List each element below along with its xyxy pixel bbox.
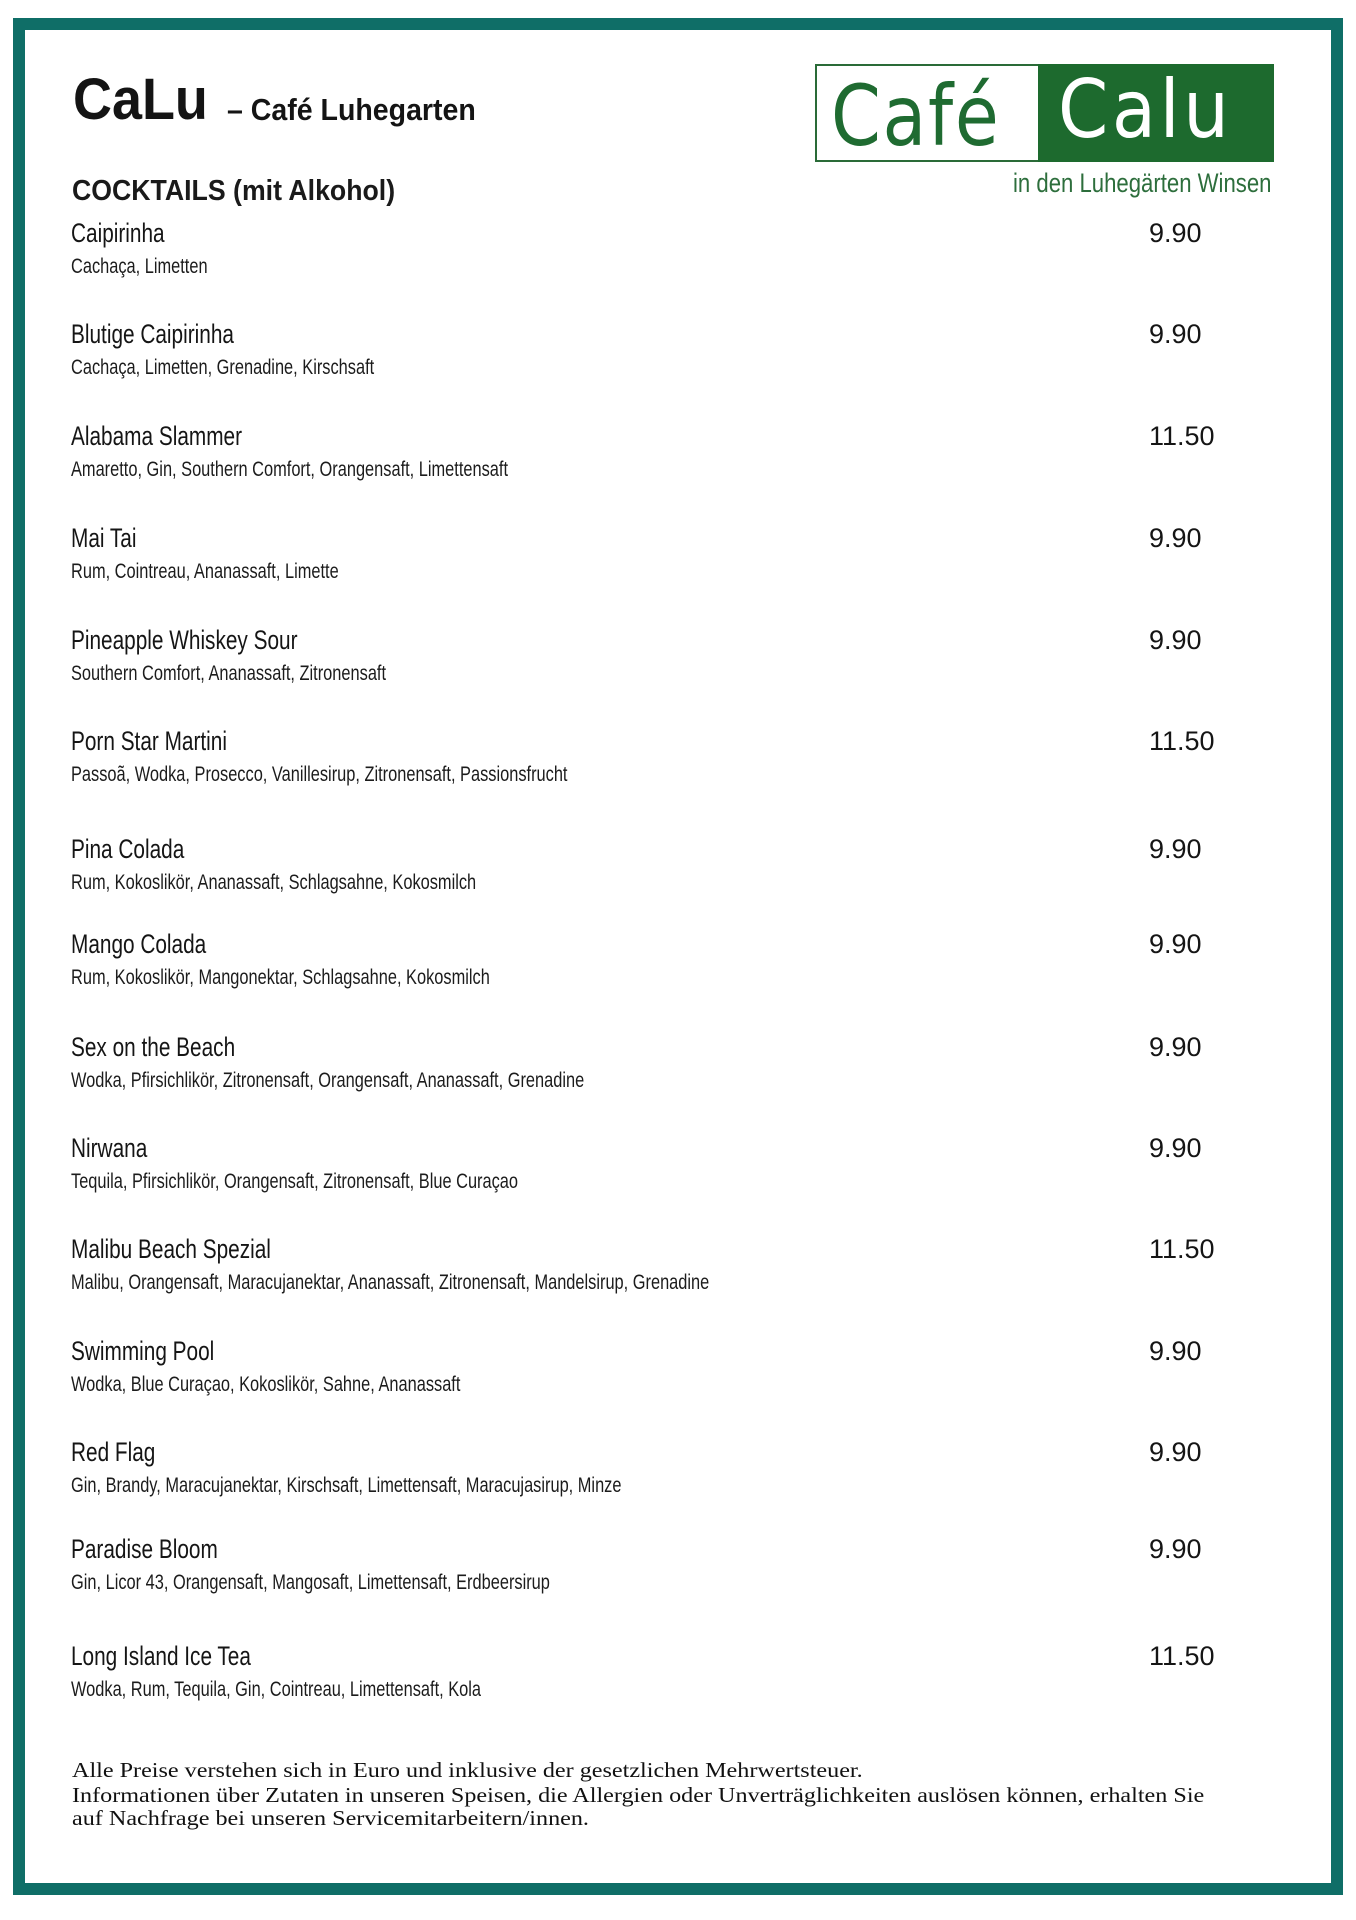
menu-item-name: Red Flag bbox=[71, 1437, 156, 1467]
menu-item-price: 9.90 bbox=[1149, 625, 1202, 655]
menu-item-ingredients: Rum, Cointreau, Ananassaft, Limette bbox=[71, 560, 339, 583]
menu-item-price: 11.50 bbox=[1149, 1234, 1215, 1264]
section-title: COCKTAILS (mit Alkohol) bbox=[72, 175, 396, 207]
logo-word-cafe: Café bbox=[831, 67, 1001, 165]
menu-item-price: 9.90 bbox=[1149, 523, 1202, 553]
menu-item-name: Sex on the Beach bbox=[71, 1032, 236, 1062]
menu-item-ingredients: Passoã, Wodka, Prosecco, Vanillesirup, Zitronensaft, Passionsfrucht bbox=[71, 763, 568, 786]
menu-item-ingredients: Malibu, Orangensaft, Maracujanektar, Ananassaft, Zitronensaft, Mandelsirup, Grenadine bbox=[71, 1271, 710, 1294]
menu-item-price: 9.90 bbox=[1149, 218, 1202, 248]
menu-item-name: Pineapple Whiskey Sour bbox=[71, 625, 298, 655]
menu-item-price: 9.90 bbox=[1149, 834, 1202, 864]
menu-item-ingredients: Wodka, Rum, Tequila, Gin, Cointreau, Limettensaft, Kola bbox=[71, 1678, 482, 1701]
menu-item-name: Swimming Pool bbox=[71, 1336, 215, 1366]
menu-item-name: Malibu Beach Spezial bbox=[71, 1234, 271, 1264]
menu-item-price: 9.90 bbox=[1149, 1336, 1202, 1366]
menu-item-name: Nirwana bbox=[71, 1133, 148, 1163]
menu-item-name: Mango Colada bbox=[71, 929, 207, 959]
menu-item-price: 9.90 bbox=[1149, 1437, 1202, 1467]
logo-tagline: in den Luhegärten Winsen bbox=[1013, 168, 1272, 198]
menu-item-price: 9.90 bbox=[1149, 1133, 1202, 1163]
menu-item-price: 9.90 bbox=[1149, 1534, 1202, 1564]
menu-item-price: 9.90 bbox=[1149, 319, 1202, 349]
menu-item-name: Pina Colada bbox=[71, 834, 185, 864]
menu-item-price: 11.50 bbox=[1149, 726, 1215, 756]
menu-item-price: 11.50 bbox=[1149, 1641, 1215, 1671]
page-title: CaLu bbox=[73, 67, 208, 132]
menu-item-ingredients: Gin, Licor 43, Orangensaft, Mangosaft, Limettensaft, Erdbeersirup bbox=[71, 1571, 550, 1594]
footer-line: auf Nachfrage bei unseren Servicemitarbeitern/innen. bbox=[72, 1806, 589, 1830]
menu-item-name: Blutige Caipirinha bbox=[71, 319, 234, 349]
menu-item-name: Long Island Ice Tea bbox=[71, 1641, 251, 1671]
cafe-calu-logo bbox=[815, 63, 1270, 165]
logo-word-calu: Calu bbox=[1058, 63, 1233, 156]
menu-item-ingredients: Wodka, Pfirsichlikör, Zitronensaft, Orangensaft, Ananassaft, Grenadine bbox=[71, 1069, 585, 1092]
footer-line: Informationen über Zutaten in unseren Speisen, die Allergien oder Unverträglichkeiten auslösen können, erhalten Sie bbox=[72, 1783, 1205, 1807]
menu-item-ingredients: Southern Comfort, Ananassaft, Zitronensaft bbox=[71, 662, 387, 685]
menu-item-ingredients: Tequila, Pfirsichlikör, Orangensaft, Zitronensaft, Blue Curaçao bbox=[71, 1170, 519, 1193]
menu-item-ingredients: Gin, Brandy, Maracujanektar, Kirschsaft, Limettensaft, Maracujasirup, Minze bbox=[71, 1474, 622, 1497]
footer-line: Alle Preise verstehen sich in Euro und inklusive der gesetzlichen Mehrwertsteuer. bbox=[72, 1758, 863, 1782]
menu-item-name: Porn Star Martini bbox=[71, 726, 227, 756]
page-subtitle: – Café Luhegarten bbox=[227, 92, 476, 127]
menu-item-name: Alabama Slammer bbox=[71, 421, 243, 451]
menu-item-ingredients: Cachaça, Limetten, Grenadine, Kirschsaft bbox=[71, 356, 375, 379]
menu-item-price: 11.50 bbox=[1149, 421, 1215, 451]
menu-item-name: Paradise Bloom bbox=[71, 1534, 218, 1564]
menu-item-ingredients: Rum, Kokoslikör, Ananassaft, Schlagsahne, Kokosmilch bbox=[71, 871, 477, 894]
menu-item-name: Mai Tai bbox=[71, 523, 137, 553]
menu-item-price: 9.90 bbox=[1149, 1032, 1202, 1062]
menu-item-name: Caipirinha bbox=[71, 218, 165, 248]
menu-item-price: 9.90 bbox=[1149, 929, 1202, 959]
page-frame bbox=[13, 18, 1343, 1895]
menu-item-ingredients: Cachaça, Limetten bbox=[71, 255, 208, 278]
menu-item-ingredients: Rum, Kokoslikör, Mangonektar, Schlagsahne, Kokosmilch bbox=[71, 966, 490, 989]
menu-item-ingredients: Wodka, Blue Curaçao, Kokoslikör, Sahne, Ananassaft bbox=[71, 1373, 461, 1396]
menu-item-ingredients: Amaretto, Gin, Southern Comfort, Orangensaft, Limettensaft bbox=[71, 458, 509, 481]
logo-green-panel bbox=[1038, 64, 1274, 162]
